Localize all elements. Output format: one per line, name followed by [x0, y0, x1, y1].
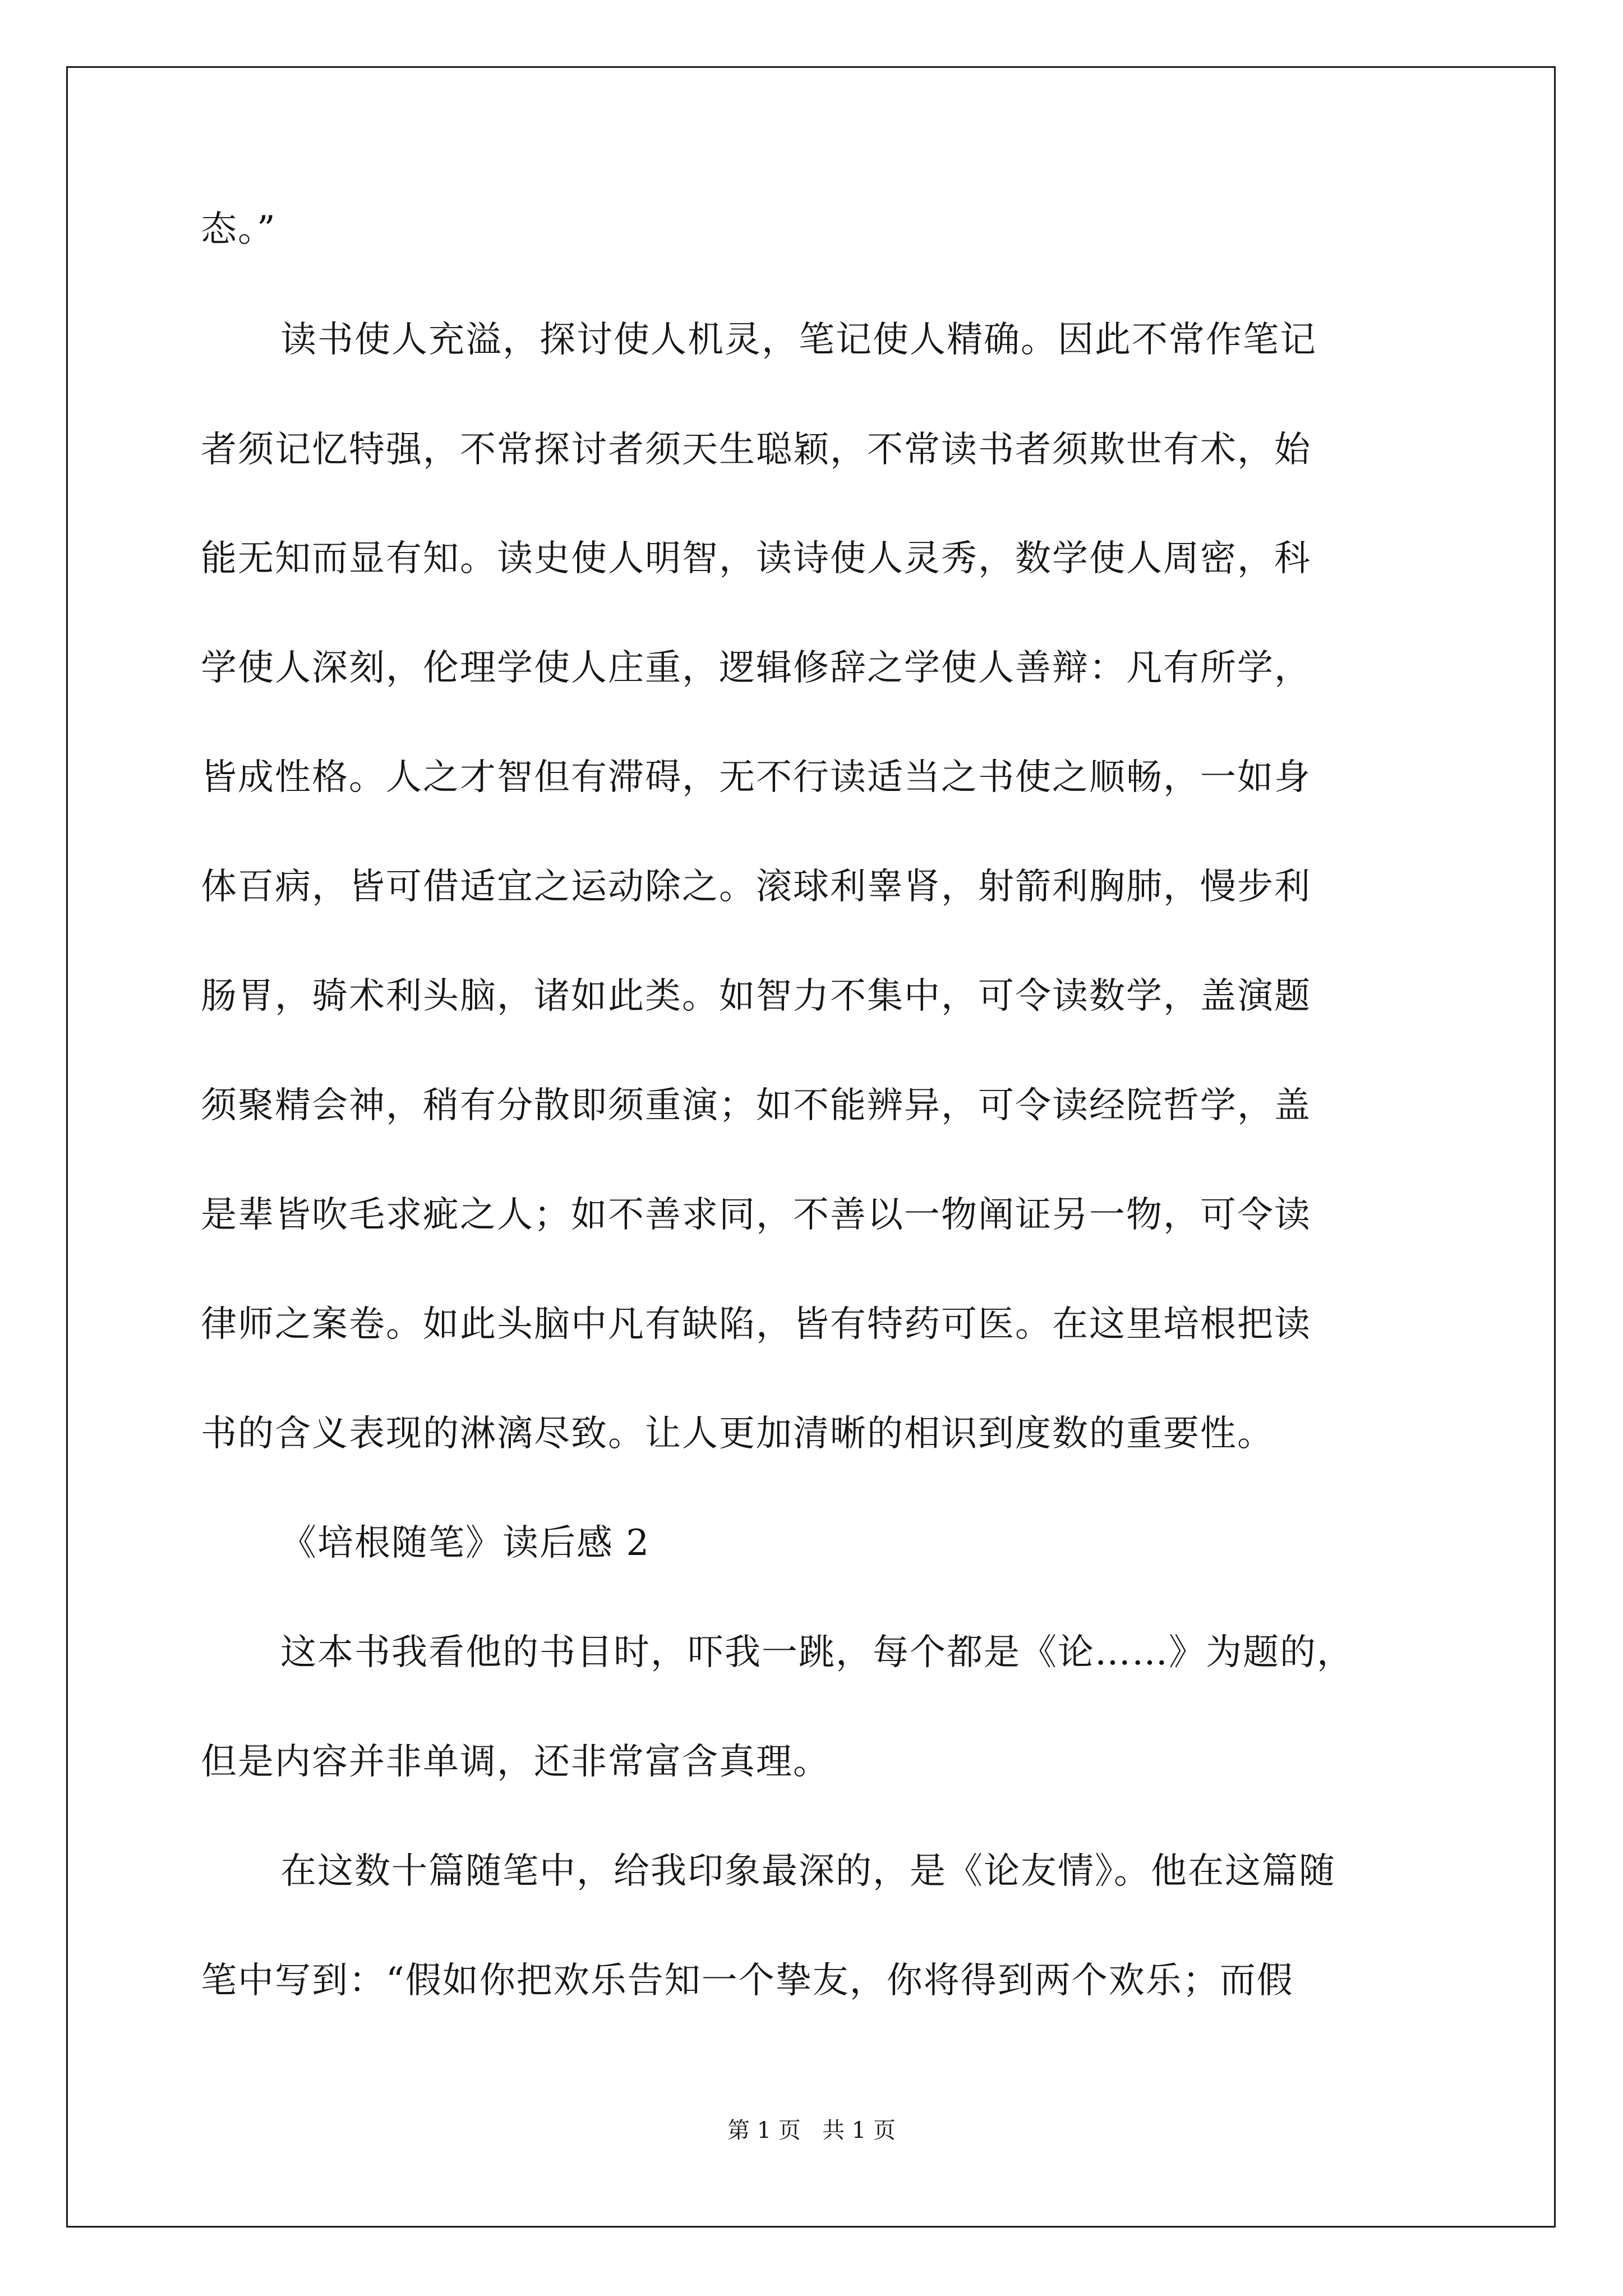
text-line: 肠胃，骑术利头脑，诸如此类。如智力不集中，可令读数学，盖演题	[201, 976, 1311, 1017]
page-footer: 第 1 页 共 1 页	[727, 2118, 896, 2143]
text-line: 书的含义表现的淋漓尽致。让人更加清晰的相识到度数的重要性。	[201, 1413, 1274, 1455]
text-line: 是辈皆吹毛求疵之人；如不善求同，不善以一物阐证另一物，可令读	[201, 1194, 1311, 1236]
text-line: 体百病，皆可借适宜之运动除之。滚球利睾肾，射箭利胸肺，慢步利	[201, 866, 1311, 908]
text-line: 读书使人充溢，探讨使人机灵，笔记使人精确。因此不常作笔记	[280, 319, 1317, 361]
text-line: 律师之案卷。如此头脑中凡有缺陷，皆有特药可医。在这里培根把读	[201, 1304, 1311, 1345]
text-line: 须聚精会神，稍有分散即须重演；如不能辨异，可令读经院哲学，盖	[201, 1085, 1311, 1126]
section-heading: 《培根随笔》读后感 2	[280, 1522, 651, 1564]
page-border	[66, 66, 1556, 2228]
text-line: 皆成性格。人之才智但有滞碍，无不行读适当之书使之顺畅，一如身	[201, 757, 1311, 798]
text-line: 在这数十篇随笔中，给我印象最深的，是《论友情》。他在这篇随	[280, 1851, 1336, 1892]
text-line: 者须记忆特强，不常探讨者须天生聪颖，不常读书者须欺世有术，始	[201, 429, 1311, 471]
text-line: 这本书我看他的书目时，吓我一跳，每个都是《论……》为题的，	[280, 1632, 1354, 1673]
text-line: 能无知而显有知。读史使人明智，读诗使人灵秀，数学使人周密，科	[201, 538, 1311, 579]
text-line: 学使人深刻，伦理学使人庄重，逻辑修辞之学使人善辩：凡有所学，	[201, 647, 1311, 689]
text-line: 态。”	[201, 209, 276, 250]
text-line: 但是内容并非单调，还非常富含真理。	[201, 1741, 830, 1783]
text-line: 笔中写到：“假如你把欢乐告知一个挚友，你将得到两个欢乐；而假	[201, 1960, 1294, 2001]
